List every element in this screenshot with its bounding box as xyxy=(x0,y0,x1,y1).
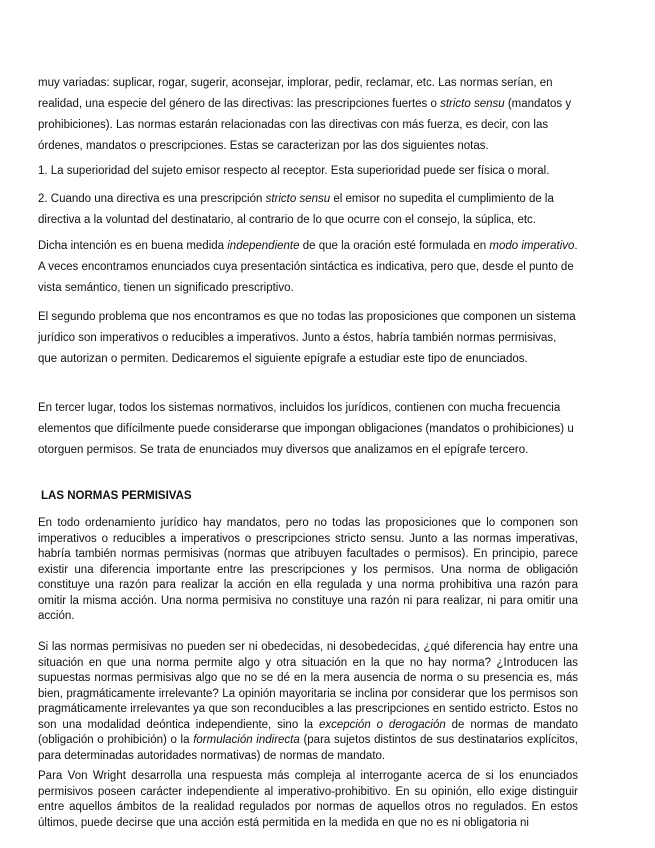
paragraph-italic: excepción o derogación xyxy=(318,718,446,731)
paragraph-von-wright: Para Von Wright desarrolla una respuesta más compleja al interrogante acerca de si los enunciados permisivos poseen carácter independiente al imperativo-prohibitivo. En su opinión, ello exige distinguir entre aquellos ámbitos de la realidad regulados por normas de aquellos otros no regulados. En estos últimos, puede decirse que una acción está permitida en la medida en que no es ni obligatoria ni xyxy=(38,770,578,829)
paragraph-text: muy variadas: suplicar, rogar, sugerir, aconsejar, implorar, pedir, reclamar, etc. Las normas serían, en realidad, una especie del género de las directivas: las prescripciones fuertes o xyxy=(38,77,553,110)
paragraph-second-problem: El segundo problema que nos encontramos es que no todas las proposiciones que componen un sistema jurídico son imperativos o reducibles a imperativos. Junto a éstos, habría también normas permisivas, que autorizan o permiten. Dedicaremos el siguiente epígrafe a estudiar este tipo de enunciados. xyxy=(38,311,576,365)
paragraph-text: Si las normas permisivas no pueden ser ni obedecidas, ni desobedecidas, ¿qué diferencia hay entre una situación en que una norma permite algo y otra situación en la que no hay norma? ¿Introducen las supuestas normas permisivas algo que no se dé en la mera ausencia de norma o su presencia es, más bien, pragmáticamente irrelevante? La opinión mayoritaria se inclina por considerar que los permisos son pragmáticamente irrelevantes ya que son reconducibles a las prescripciones en sentido estricto. Estos no son una modalidad deóntica independiente, sino la xyxy=(38,641,578,731)
paragraph-text: 2. Cuando una directiva es una prescripción xyxy=(38,193,266,205)
paragraph-permissive-norms xyxy=(38,640,578,764)
paragraph-italic: independiente xyxy=(227,240,300,252)
paragraph-intention xyxy=(38,236,578,299)
paragraph-text: de que la oración esté formulada en xyxy=(299,240,490,252)
paragraph-text: (para sujetos distintos de sus destinatarios explícitos, para determinadas autoridades normativas) de normas de mandato. xyxy=(38,734,578,762)
paragraph-directives xyxy=(38,73,578,157)
paragraph-italic: formulación indirecta xyxy=(193,734,300,746)
paragraph-text: . A veces encontramos enunciados cuya presentación sintáctica es indicativa, pero que, desde el punto de vista semántico, tienen un significado prescriptivo. xyxy=(38,240,578,294)
paragraph-italic: modo imperativo xyxy=(489,240,575,252)
paragraph-italic: stricto sensu xyxy=(440,98,505,110)
paragraph-text: Dicha intención es en buena medida xyxy=(38,240,228,252)
section-heading: LAS NORMAS PERMISIVAS xyxy=(41,490,192,502)
paragraph-third-place: En tercer lugar, todos los sistemas normativos, incluidos los jurídicos, contienen con mucha frecuencia elementos que difícilmente puede considerarse que impongan obligaciones (mandatos o prohibiciones) u otorguen permisos. Se trata de enunciados muy diversos que analizamos en el epígrafe tercero. xyxy=(38,402,574,456)
paragraph-text: de normas de mandato (obligación o prohibición) o la xyxy=(38,718,578,746)
paragraph-mandates: En todo ordenamiento jurídico hay mandatos, pero no todas las proposiciones que lo componen son imperativos o reducibles a imperativos o prescripciones stricto sensu. Junto a las normas imperativas, habría también normas permisivas (normas que atribuyen facultades o permisos). En principio, parece existir una diferencia importante entre las prescripciones y los permisos. Una norma de obligación constituye una razón para realizar la acción en ella regulada y una norma prohibitiva una razón para omitir la misma acción. Una norma permisiva no constituye una razón ni para realizar, ni para omitir una acción. xyxy=(38,517,578,622)
paragraph-note-1: 1. La superioridad del sujeto emisor respecto al receptor. Esta superioridad puede ser física o moral. xyxy=(38,165,550,177)
paragraph-text: (mandatos y prohibiciones). Las normas estarán relacionadas con las directivas con más fuerza, es decir, con las órdenes, mandatos o prescripciones. Estas se caracterizan por las dos siguientes notas. xyxy=(38,98,572,152)
paragraph-note-2 xyxy=(38,189,578,231)
paragraph-text: el emisor no supedita el cumplimiento de la directiva a la voluntad del destinatario, al contrario de lo que ocurre con el consejo, la súplica, etc. xyxy=(38,193,554,226)
paragraph-italic: stricto sensu xyxy=(265,193,331,205)
